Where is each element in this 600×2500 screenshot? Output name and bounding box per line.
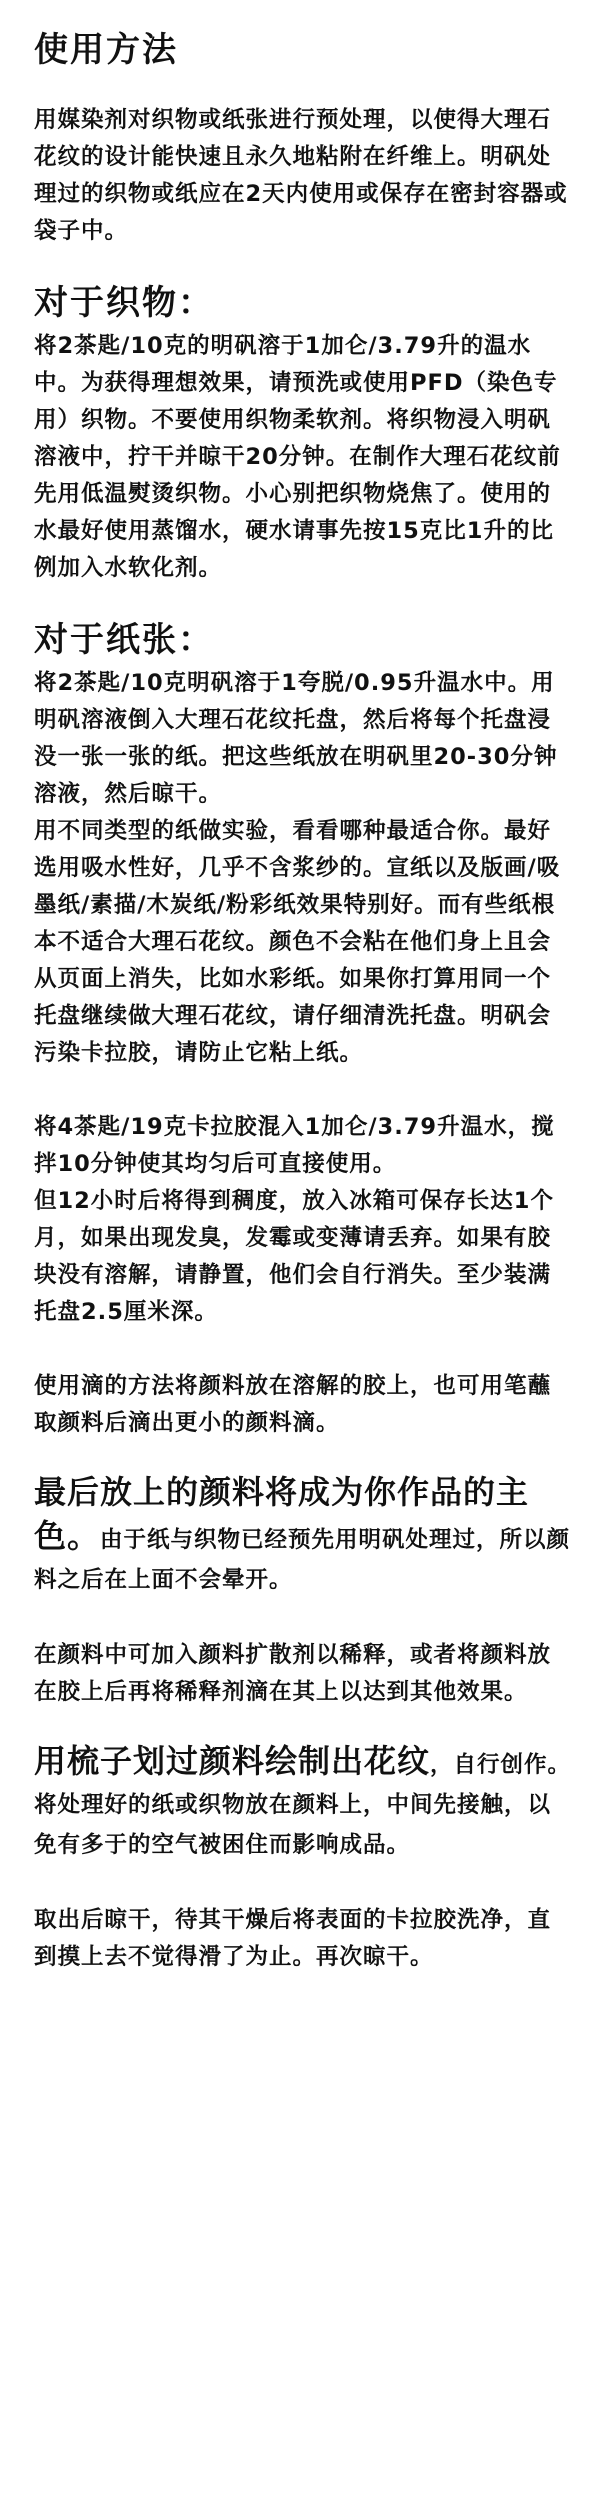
carrageenan-paragraph-2: 但12小时后将得到稠度，放入冰箱可保存长达1个月，如果出现发臭，发霉或变薄请丢弃。如果有胶块没有溶解，请静置，他们会自行消失。至少装满托盘2.5厘米深。 xyxy=(34,1188,554,1325)
main-color-rest: 由于纸与织物已经预先用明矾处理过，所以颜料之后在上面不会晕开。 xyxy=(34,1527,571,1593)
comb-rest: ，自行创作。将处理好的纸或织物放在颜料上，中间先接触，以免有多于的空气被困住而影响成品。 xyxy=(34,1752,572,1858)
dilute-paragraph: 在颜料中可加入颜料扩散剂以稀释，或者将颜料放在胶上后再将稀释剂滴在其上以达到其他效果。 xyxy=(34,1642,552,1705)
comb-lead: 用梳子划过颜料绘制出花纹 xyxy=(34,1742,431,1780)
paper-heading: 对于纸张： xyxy=(34,620,214,660)
comb-paragraph xyxy=(34,1741,572,1865)
fabric-paragraph: 将2茶匙/10克的明矾溶于1加仑/3.79升的温水中。为获得理想效果，请预洗或使用PFD（染色专用）织物。不要使用织物柔软剂。将织物浸入明矾溶液中，拧干并晾干20分钟。在制作大理石花纹前先用低温熨烫织物。小心别把织物烧焦了。使用的水最好使用蒸馏水，硬水请事先按15克比1升的比例加入水软化剂。 xyxy=(34,333,561,581)
main-color-paragraph xyxy=(34,1472,572,1600)
intro-paragraph: 用媒染剂对织物或纸张进行预处理，以使得大理石花纹的设计能快速且永久地粘附在纤维上。明矾处理过的织物或纸应在2天内使用或保存在密封容器或袋子中。 xyxy=(34,107,568,244)
carrageenan-paragraph-1: 将4茶匙/19克卡拉胶混入1加仑/3.79升温水，搅拌10分钟使其均匀后可直接使用。 xyxy=(34,1114,555,1177)
fabric-heading: 对于织物： xyxy=(34,283,214,323)
paper-paragraph-1: 将2茶匙/10克明矾溶于1夸脱/0.95升温水中。用明矾溶液倒入大理石花纹托盘，然后将每个托盘浸没一张一张的纸。把这些纸放在明矾里20-30分钟溶液，然后晾干。 xyxy=(34,670,558,807)
page-title: 使用方法 xyxy=(34,30,178,70)
main-color-lead: 最后放上的颜料将成为你作品的主色。 xyxy=(34,1473,530,1555)
paper-paragraph-2: 用不同类型的纸做实验，看看哪种最适合你。最好选用吸水性好，几乎不含浆纱的。宣纸以及版画/吸墨纸/素描/木炭纸/粉彩纸效果特别好。而有些纸根本不适合大理石花纹。颜色不会粘在他们身上且会从页面上消失，比如水彩纸。如果你打算用同一个托盘继续做大理石花纹，请仔细清洗托盘。明矾会污染卡拉胶，请防止它粘上纸。 xyxy=(34,818,561,1066)
finish-paragraph: 取出后晾干，待其干燥后将表面的卡拉胶洗净，直到摸上去不觉得滑了为止。再次晾干。 xyxy=(34,1907,552,1970)
drops-paragraph: 使用滴的方法将颜料放在溶解的胶上，也可用笔蘸取颜料后滴出更小的颜料滴。 xyxy=(34,1373,552,1436)
